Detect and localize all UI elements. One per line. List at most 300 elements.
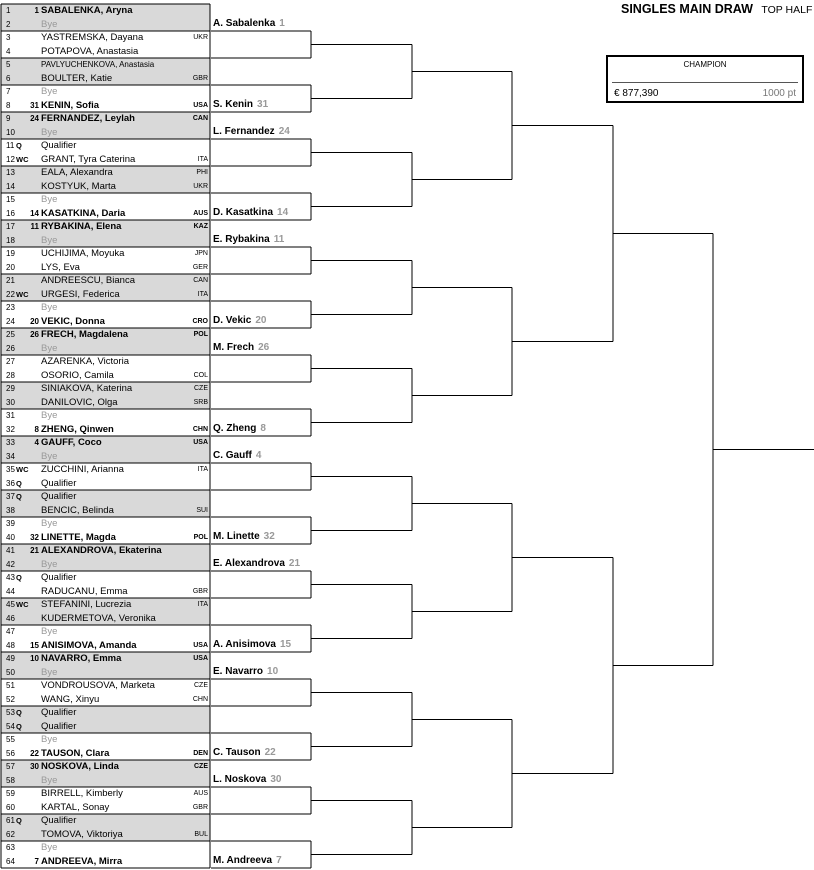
seed-number: 15 [30,640,39,650]
player-name: Bye [41,734,58,745]
draw-position: 38 [6,505,15,515]
draw-position: 22 [6,289,15,299]
player-name: KUDERMETOVA, Veronika [41,612,156,624]
draw-slot [1,814,210,828]
round2-entry [213,557,300,570]
draw-position: 40 [6,532,15,542]
round2-entry [213,746,276,759]
entry-tag: Q [16,721,22,731]
seed-number: 31 [30,100,39,110]
draw-slot [1,652,210,666]
player-name: ANISIMOVA, Amanda [41,639,137,651]
player-name: ANDREESCU, Bianca [41,275,135,286]
player-name: SINIAKOVA, Katerina [41,383,133,394]
round2-name: M. Andreeva [213,855,273,866]
nationality: UKR [193,182,208,190]
draw-position: 10 [6,127,15,137]
draw-slot [1,544,210,558]
draw-slot [1,747,210,761]
player-name: Qualifier [41,815,77,826]
entry-tag: Q [16,708,22,717]
nationality: CHN [192,425,208,433]
nationality: CAN [192,115,208,122]
draw-slot [1,477,210,491]
draw-slot [1,369,210,383]
draw-position: 7 [6,87,11,96]
player-name: Bye [41,518,58,529]
draw-position: 20 [6,262,15,272]
draw-position: 50 [6,667,15,677]
player-name: Bye [41,774,58,786]
nationality: USA [193,655,208,662]
nationality: DEN [193,749,208,757]
round2-seed: 31 [257,99,269,110]
champion-points: 1000 pt [762,88,796,99]
draw-position: 48 [6,640,15,650]
round2-name: L. Noskova [213,774,267,785]
draw-slot [1,423,210,437]
champion-prize: € 877,390 [614,88,659,99]
champion-box [606,55,804,103]
player-name: RYBAKINA, Elena [41,221,122,232]
seed-number: 22 [30,748,39,758]
player-name: OSORIO, Camila [41,369,114,381]
draw-position: 31 [6,411,15,420]
draw-position: 36 [6,478,15,488]
player-name: GRANT, Tyra Caterina [41,153,136,165]
draw-position: 63 [6,843,15,852]
player-name: BIRRELL, Kimberly [41,788,123,799]
seed-number: 32 [30,532,39,542]
round2-entry [213,233,284,246]
round2-entry [213,530,275,543]
round2-name: M. Frech [213,342,255,353]
draw-slot [1,639,210,653]
draw-position: 64 [6,856,15,866]
player-name: ZHENG, Qinwen [41,423,114,435]
round2-entry [213,611,217,624]
draw-slot [1,355,210,369]
draw-slot [1,571,210,585]
draw-slot-bye [1,558,210,572]
draw-position: 2 [6,19,11,29]
draw-position: 41 [6,546,15,555]
draw-slot [1,504,210,518]
nationality: CZE [194,763,208,770]
player-name: KENIN, Sofia [41,99,100,111]
seed-number: 8 [34,424,39,434]
round2-entry [213,44,217,57]
draw-position: 44 [6,586,15,596]
player-name: VEKIC, Donna [41,315,105,327]
draw-position: 47 [6,627,15,636]
draw-position: 58 [6,775,15,785]
draw-position: 16 [6,208,15,218]
draw-slot-bye [1,733,210,747]
seed-number: 11 [30,222,39,231]
seed-number: 24 [30,114,39,123]
round2-entry [213,395,217,408]
round2-entry [213,503,217,516]
round2-name: D. Vekic [213,315,252,326]
player-name: Bye [41,126,58,138]
round2-entry [213,476,217,489]
nationality: CAN [193,277,208,284]
draw-slot-bye [1,450,210,464]
draw-position: 34 [6,451,15,461]
entry-tag: Q [16,141,22,150]
seed-number: 21 [30,546,39,555]
player-name: GAUFF, Coco [41,437,102,448]
round2-name: A. Anisimova [213,639,276,650]
nationality: JPN [194,250,208,257]
round2-seed: 20 [255,315,267,326]
player-name: FRECH, Magdalena [41,329,129,340]
draw-slot-bye [1,126,210,140]
player-name: AZARENKA, Victoria [41,356,129,367]
player-name: VONDROUSOVA, Marketa [41,680,155,691]
draw-position: 12 [6,154,15,164]
nationality: GBR [192,74,208,82]
draw-slot-bye [1,193,210,207]
draw-slot [1,139,210,153]
draw-position: 39 [6,519,15,528]
player-name: KOSTYUK, Marta [41,180,116,192]
round2-name: A. Sabalenka [213,18,276,29]
draw-slot [1,828,210,842]
draw-position: 61 [6,816,15,825]
player-name: Bye [41,302,58,313]
draw-position: 56 [6,748,15,758]
draw-position: 59 [6,789,15,798]
player-name: RADUCANU, Emma [41,585,128,597]
draw-position: 51 [6,681,15,690]
draw-slot [1,531,210,545]
draw-slot-bye [1,841,210,855]
draw-slot-bye [1,234,210,248]
draw-position: 3 [6,33,11,42]
draw-title: SINGLES MAIN DRAW [621,2,753,16]
draw-slot [1,4,210,18]
round2-entry [213,125,290,138]
nationality: SUI [196,506,208,514]
player-name: ALEXANDROVA, Ekaterina [41,545,162,556]
entry-tag: WC [16,600,29,609]
player-name: Bye [41,842,58,853]
draw-slot [1,166,210,180]
round2-seed: 15 [279,639,292,650]
nationality: CZE [194,385,208,392]
player-name: NOSKOVA, Linda [41,761,119,772]
draw-position: 35 [6,465,15,474]
draw-position: 57 [6,762,15,771]
round2-entry [213,368,217,381]
player-name: DANILOVIC, Olga [41,396,118,408]
round2-name: C. Tauson [213,747,261,758]
draw-position: 8 [6,100,11,110]
draw-slot [1,72,210,86]
player-name: Bye [41,410,58,421]
nationality: CZE [194,682,208,689]
draw-slot [1,274,210,288]
round2-seed: 11 [273,234,285,245]
player-name: FERNANDEZ, Leylah [41,113,135,124]
player-name: Bye [41,558,58,570]
draw-slot-bye [1,18,210,32]
round2-entry [213,449,261,462]
nationality: SRB [193,398,208,406]
round2-name: C. Gauff [213,450,252,461]
player-name: Bye [41,342,58,354]
round2-entry [213,827,217,840]
draw-slot [1,288,210,302]
round2-seed: 22 [264,747,276,758]
draw-position: 18 [6,235,15,245]
round2-entry [213,719,217,732]
draw-slot [1,598,210,612]
draw-position: 60 [6,802,15,812]
round2-entry [213,584,217,597]
draw-position: 26 [6,343,15,353]
draw-slot [1,855,210,869]
draw-slot-bye [1,666,210,680]
draw-slot [1,463,210,477]
player-name: UCHIJIMA, Moyuka [41,248,125,259]
player-name: Bye [41,18,58,30]
draw-slot-bye [1,409,210,423]
draw-slot [1,612,210,626]
nationality: GBR [192,803,208,811]
player-name: SABALENKA, Aryna [41,5,133,16]
draw-slot [1,720,210,734]
draw-position: 42 [6,559,15,569]
draw-slot [1,585,210,599]
round2-entry [213,17,285,30]
draw-slot [1,58,210,72]
seed-number: 4 [34,438,39,447]
round2-seed: 4 [255,450,262,461]
nationality: KAZ [193,223,208,230]
nationality: ITA [197,466,208,473]
round2-seed: 14 [277,207,289,218]
draw-slot [1,490,210,504]
round2-name: E. Alexandrova [213,558,285,569]
nationality: UKR [193,34,208,41]
round2-seed: 1 [279,18,285,29]
entry-tag: Q [16,816,22,825]
draw-slot [1,180,210,194]
draw-slot-bye [1,774,210,788]
round2-entry [213,179,217,192]
draw-position: 25 [6,330,15,339]
draw-slot [1,396,210,410]
draw-position: 24 [6,316,15,326]
draw-slot [1,760,210,774]
seed-number: 30 [30,762,39,771]
round2-entry [213,71,217,84]
seed-number: 26 [30,330,39,339]
draw-header [621,0,812,18]
nationality: AUS [193,209,208,217]
seed-number: 7 [34,856,39,866]
round2-seed: 8 [260,423,266,434]
round2-name: E. Navarro [213,666,264,677]
round2-entry [213,800,217,813]
draw-slot [1,112,210,126]
draw-position: 46 [6,613,15,623]
draw-slot [1,153,210,167]
draw-position: 9 [6,114,11,123]
round2-seed: 26 [258,342,270,353]
player-name: URGESI, Federica [41,288,120,300]
round2-name: S. Kenin [213,99,254,110]
player-name: Qualifier [41,477,77,489]
player-name: TOMOVA, Viktoriya [41,828,123,840]
draw-slot [1,787,210,801]
player-name: Qualifier [41,491,77,502]
player-name: Bye [41,666,58,678]
draw-position: 21 [6,276,15,285]
draw-position: 30 [6,397,15,407]
draw-position: 43 [6,573,15,582]
round2-entry [213,773,281,786]
draw-slot [1,328,210,342]
player-name: ZUCCHINI, Arianna [41,464,124,475]
draw-position: 27 [6,357,15,366]
nationality: ITA [197,601,208,608]
draw-position: 4 [6,46,11,56]
seed-number: 14 [30,208,39,218]
round2-entry [213,206,288,219]
entry-tag: Q [16,478,22,488]
nationality: GER [192,263,208,271]
nationality: BUL [194,830,208,838]
draw-position: 11 [6,141,15,150]
entry-tag: WC [16,289,29,299]
player-name: PAVLYUCHENKOVA, Anastasia [41,60,155,69]
player-name: Bye [41,86,58,97]
draw-position: 15 [6,195,15,204]
round2-entry [213,98,268,111]
draw-position: 49 [6,654,15,663]
entry-tag: WC [16,465,29,474]
draw-position: 23 [6,303,15,312]
round2-name: Q. Zheng [213,423,257,434]
round2-entry [213,260,217,273]
draw-slot [1,801,210,815]
draw-position: 33 [6,438,15,447]
round2-seed: 10 [267,666,279,677]
player-name: BOULTER, Katie [41,72,113,84]
draw-slot-bye [1,85,210,99]
player-name: WANG, Xinyu [41,693,100,705]
player-name: Bye [41,234,58,246]
round2-entry [213,638,291,651]
nationality: USA [193,641,208,649]
player-name: KARTAL, Sonay [41,801,110,813]
draw-slot-bye [1,517,210,531]
nationality: ITA [197,290,208,298]
draw-slot [1,45,210,59]
player-name: BENCIC, Belinda [41,504,114,516]
draw-slot [1,679,210,693]
draw-slot-bye [1,342,210,356]
nationality: PHI [196,169,208,176]
draw-position: 55 [6,735,15,744]
draw-slot [1,382,210,396]
round2-entry [213,314,266,327]
player-name: Bye [41,194,58,205]
draw-position: 28 [6,370,15,380]
draw-slot [1,31,210,45]
nationality: USA [193,439,208,446]
player-name: KASATKINA, Daria [41,207,126,219]
nationality: CHN [192,695,208,703]
round2-entry [213,692,217,705]
round2-seed: 21 [288,558,301,569]
nationality: COL [193,371,208,379]
player-name: EALA, Alexandra [41,167,113,178]
draw-slot [1,247,210,261]
draw-slot [1,220,210,234]
champion-label: CHAMPION [683,60,727,69]
draw-slot [1,261,210,275]
player-name: ANDREEVA, Mirra [41,855,123,867]
draw-slot-bye [1,301,210,315]
player-name: Qualifier [41,707,77,718]
round2-entry [213,341,269,354]
draw-position: 62 [6,829,15,839]
seed-number: 20 [30,316,39,326]
nationality: AUS [193,790,208,797]
draw-slot [1,207,210,221]
draw-position: 14 [6,181,15,191]
round2-name: E. Rybakina [213,234,270,245]
entry-tag: Q [16,573,22,582]
draw-slot [1,315,210,329]
player-name: LYS, Eva [41,261,80,273]
draw-subtitle: TOP HALF [761,4,813,16]
round2-entry [213,854,282,867]
draw-position: 37 [6,492,15,501]
round2-entry [213,152,217,165]
entry-tag: Q [16,492,22,501]
draw-position: 32 [6,424,15,434]
round2-name: L. Fernandez [213,126,275,137]
draw-slot [1,436,210,450]
champion-name-line [612,82,798,83]
player-name: Qualifier [41,572,77,583]
draw-position: 1 [6,6,11,15]
draw-position: 54 [6,721,15,731]
nationality: POL [193,533,208,541]
round2-entry [213,287,217,300]
draw-position: 29 [6,384,15,393]
draw-slot-bye [1,625,210,639]
player-name: YASTREMSKA, Dayana [41,32,144,43]
draw-position: 53 [6,708,15,717]
draw-slot [1,693,210,707]
draw-position: 13 [6,168,15,177]
nationality: CRO [192,317,208,325]
nationality: USA [193,101,208,109]
player-name: Bye [41,626,58,637]
player-name: Qualifier [41,720,77,732]
round2-entry [213,665,278,678]
player-name: Qualifier [41,140,77,151]
player-name: POTAPOVA, Anastasia [41,45,139,57]
player-name: LINETTE, Magda [41,531,116,543]
